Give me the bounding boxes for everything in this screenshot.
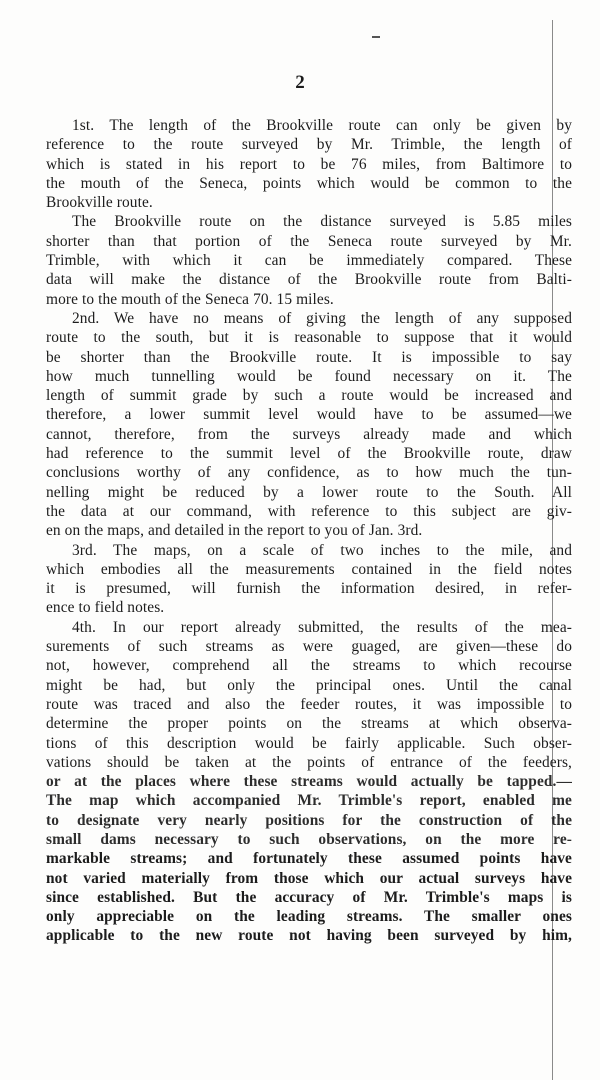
- text-line: therefore, a lower summit level would have to be assumed—we: [46, 406, 572, 424]
- page-number: 2: [295, 72, 305, 93]
- text-line: The map which accompanied Mr. Trimble's report, enabled me: [46, 792, 572, 810]
- text-line: which is stated in his report to be 76 miles, from Baltimore to: [46, 155, 572, 173]
- text-line: since established. But the accuracy of Mr. Trimble's maps is: [46, 888, 572, 906]
- text-line: ence to field notes.: [46, 599, 165, 617]
- text-line: Brookville route.: [46, 194, 153, 212]
- text-line: conclusions worthy of any confidence, as to how much the tun-: [46, 464, 572, 482]
- text-line: cannot, therefore, from the surveys already made and which: [46, 425, 572, 443]
- text-line: shorter than that portion of the Seneca route surveyed by Mr.: [46, 232, 572, 250]
- text-line: route was traced and also the feeder routes, it was impossible to: [46, 695, 572, 713]
- text-line: to designate very nearly positions for the construction of the: [46, 811, 572, 829]
- text-line: data will make the distance of the Brookville route from Balti-: [46, 271, 572, 289]
- text-line: how much tunnelling would be found necessary on it. The: [46, 367, 572, 385]
- text-line: had reference to the summit level of the Brookville route, draw: [46, 445, 572, 463]
- text-line: length of summit grade by such a route would be increased and: [46, 387, 572, 405]
- text-line: 1st. The length of the Brookville route can only be given by: [72, 117, 572, 134]
- text-line: reference to the route surveyed by Mr. Trimble, the length of: [46, 136, 572, 154]
- text-line: be shorter than the Brookville route. It is impossible to say: [46, 348, 572, 366]
- text-line: or at the places where these streams would actually be tapped.—: [46, 773, 572, 791]
- text-line: small dams necessary to such observations, on the more re-: [46, 830, 572, 848]
- text-line: it is presumed, will furnish the information desired, in refer-: [46, 580, 572, 598]
- text-line: markable streams; and fortunately these assumed points have: [46, 850, 572, 868]
- text-line: vations should be taken at the points of entrance of the feeders,: [46, 753, 572, 771]
- text-line: 2nd. We have no means of giving the length of any supposed: [72, 309, 572, 327]
- text-line: surements of such streams as were guaged, are given—these do: [46, 638, 572, 656]
- text-line: the data at our command, with reference to this subject are giv-: [46, 502, 572, 520]
- ink-mark: [372, 36, 380, 38]
- text-line: more to the mouth of the Seneca 70. 15 miles.: [46, 290, 334, 308]
- text-line: which embodies all the measurements contained in the field notes: [46, 560, 572, 578]
- text-line: nelling might be reduced by a lower route to the South. All: [46, 483, 572, 501]
- text-line: en on the maps, and detailed in the report to you of Jan. 3rd.: [46, 522, 423, 540]
- text-line: determine the proper points on the streams at which observa-: [46, 715, 572, 733]
- text-line: Trimble, with which it can be immediately compared. These: [46, 252, 572, 270]
- text-line: might be had, but only the principal ones. Until the canal: [46, 676, 572, 694]
- text-line: not, however, comprehend all the streams to which recourse: [46, 657, 572, 675]
- text-line: not varied materially from those which our actual surveys have: [46, 869, 572, 887]
- text-line: 3rd. The maps, on a scale of two inches to the mile, and: [72, 541, 572, 559]
- text-line: applicable to the new route not having been surveyed by him,: [46, 927, 572, 945]
- text-line: 4th. In our report already submitted, the results of the mea-: [72, 618, 572, 636]
- body-text: [46, 116, 572, 946]
- text-line: only appreciable on the leading streams. The smaller ones: [46, 908, 572, 926]
- text-line: the mouth of the Seneca, points which would be common to the: [46, 174, 572, 192]
- text-line: route to the south, but it is reasonable to suppose that it would: [46, 329, 572, 347]
- text-line: The Brookville route on the distance surveyed is 5.85 miles: [72, 213, 572, 231]
- text-line: tions of this description would be fairly applicable. Such obser-: [46, 734, 572, 752]
